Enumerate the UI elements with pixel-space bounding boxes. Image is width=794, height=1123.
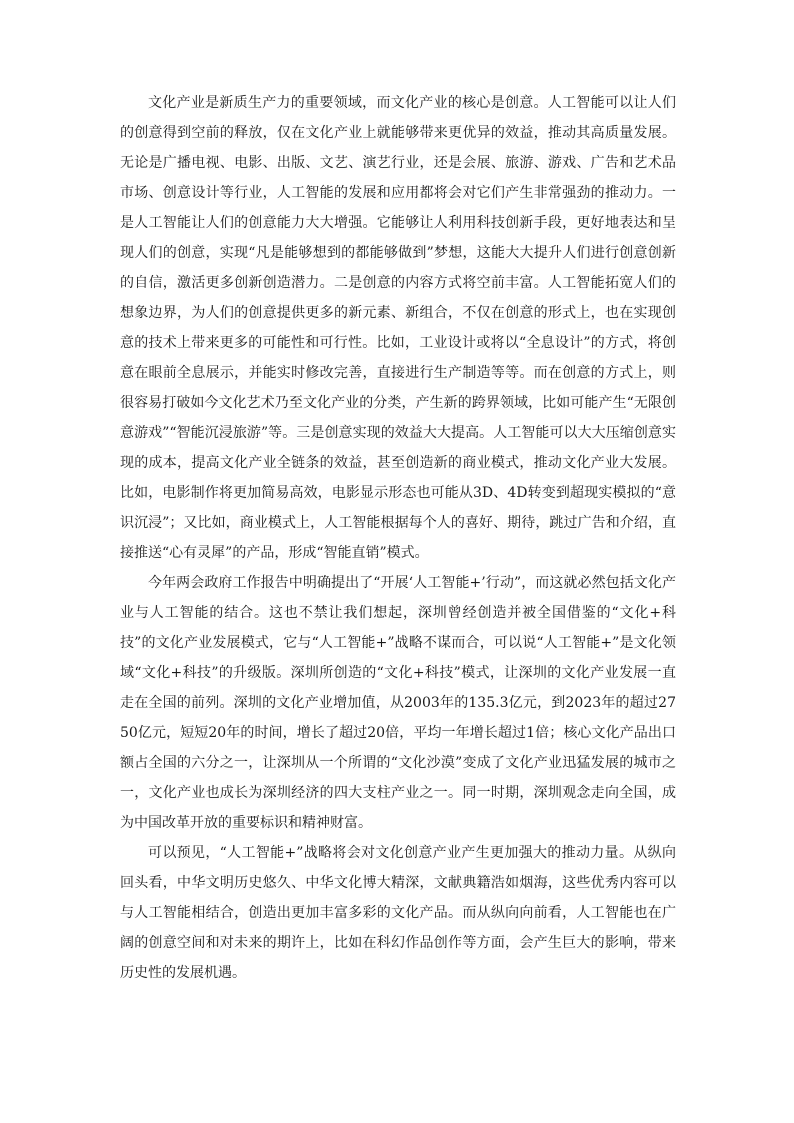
paragraph-3: 可以预见，“人工智能+”战略将会对文化创意产业产生更加强大的推动力量。从纵向回头看，中华文明历史悠久、中华文化博大精深，文献典籍浩如烟海，这些优秀内容可以与人工智能相结合，创造出更加丰富多彩的文化产品。而从纵向向前看，人工智能也在广阔的创意空间和对未来的期许上，比如在科幻作品创作等方面，会产生巨大的影响，带来历史性的发展机遇。 — [120, 845, 676, 981]
document-body — [120, 88, 676, 988]
paragraph-2: 今年两会政府工作报告中明确提出了“开展‘人工智能+’行动”，而这就必然包括文化产业与人工智能的结合。这也不禁让我们想起，深圳曾经创造并被全国借鉴的“文化+科技”的文化产业发展模式，它与“人工智能+”战略不谋而合，可以说“人工智能+”是文化领域“文化+科技”的升级版。深圳所创造的“文化+科技”模式，让深圳的文化产业发展一直走在全国的前列。深圳的文化产业增加值，从2003年的135.3亿元，到2023年的超过2750亿元，短短20年的时间，增长了超过20倍，平均一年增长超过1倍；核心文化产品出口额占全国的六分之一，让深圳从一个所谓的“文化沙漠”变成了文化产业迅猛发展的城市之一，文化产业也成长为深圳经济的四大支柱产业之一。同一时期，深圳观念走向全国，成为中国改革开放的重要标识和精神财富。 — [120, 575, 676, 831]
paragraph-1: 文化产业是新质生产力的重要领域，而文化产业的核心是创意。人工智能可以让人们的创意得到空前的释放，仅在文化产业上就能够带来更优异的效益，推动其高质量发展。无论是广播电视、电影、出版、文艺、演艺行业，还是会展、旅游、游戏、广告和艺术品市场、创意设计等行业，人工智能的发展和应用都将会对它们产生非常强劲的推动力。一是人工智能让人们的创意能力大大增强。它能够让人利用科技创新手段，更好地表达和呈现人们的创意，实现“凡是能够想到的都能够做到”梦想，这能大大提升人们进行创意创新的自信，激活更多创新创造潜力。二是创意的内容方式将空前丰富。人工智能拓宽人们的想象边界，为人们的创意提供更多的新元素、新组合，不仅在创意的形式上，也在实现创意的技术上带来更多的可能性和可行性。比如，工业设计或将以“全息设计”的方式，将创意在眼前全息展示，并能实时修改完善，直接进行生产制造等等。而在创意的方式上，则很容易打破如今文化艺术乃至文化产业的分类，产生新的跨界领域，比如可能产生“无限创意游戏”“智能沉浸旅游”等。三是创意实现的效益大大提高。人工智能可以大大压缩创意实现的成本，提高文化产业全链条的效益，甚至创造新的商业模式，推动文化产业大发展。比如，电影制作将更加简易高效，电影显示形态也可能从3D、4D转变到超现实模拟的“意识沉浸”；又比如，商业模式上，人工智能根据每个人的喜好、期待，跳过广告和介绍，直接推送“心有灵犀”的产品，形成“智能直销”模式。 — [120, 95, 676, 561]
